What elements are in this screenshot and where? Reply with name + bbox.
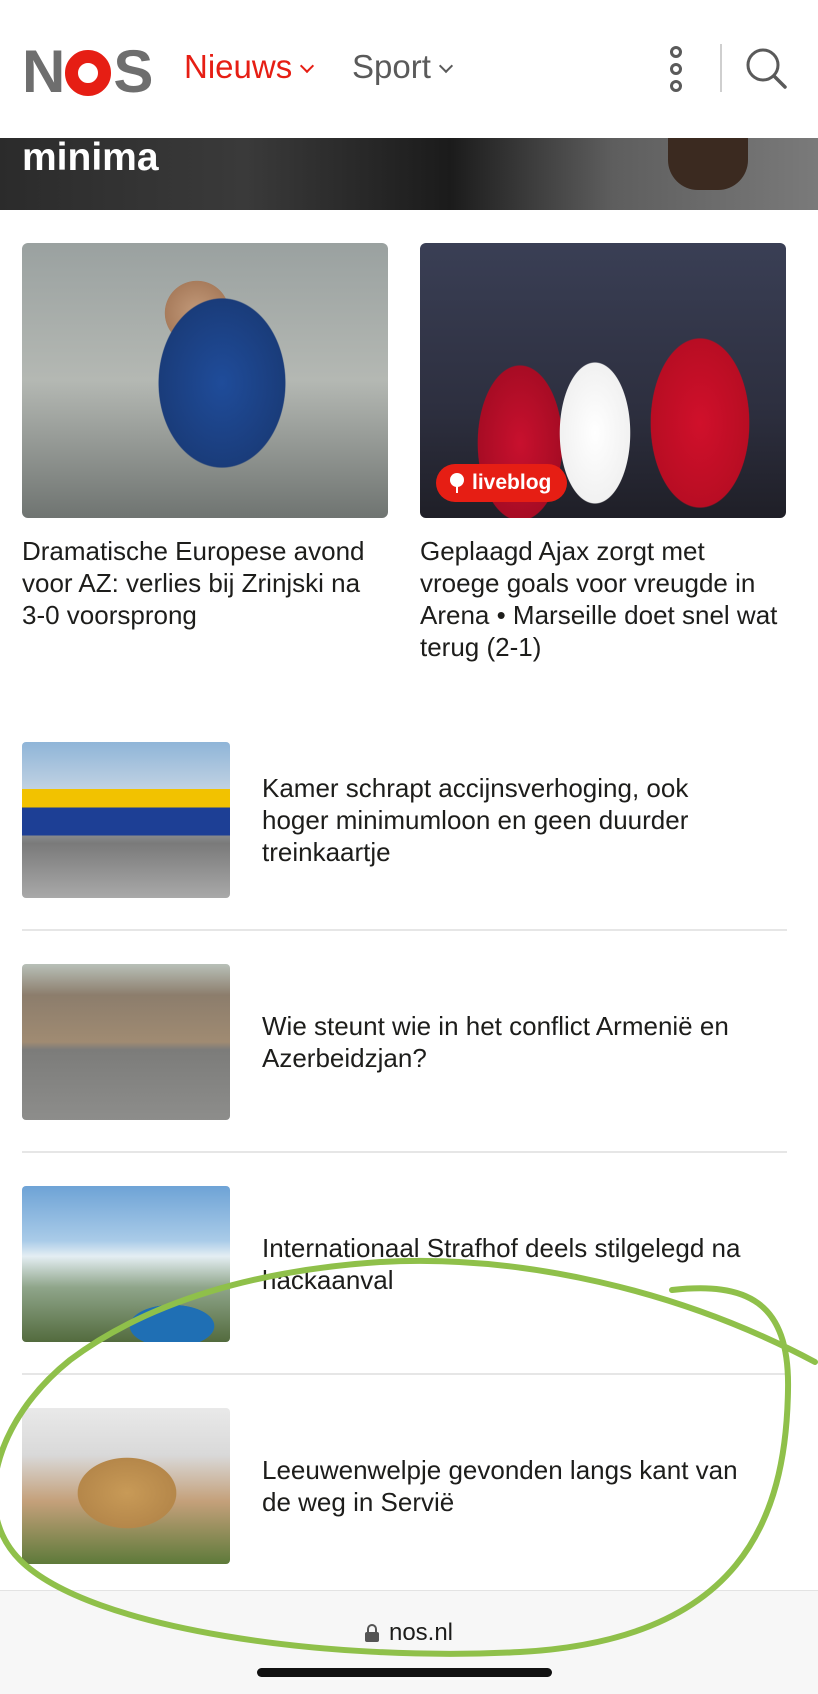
url-display[interactable]: [0, 1619, 818, 1647]
list-item[interactable]: [22, 1408, 787, 1564]
article-card[interactable]: [420, 243, 786, 663]
lock-icon: [365, 1624, 379, 1642]
list-divider: [22, 1151, 787, 1153]
site-header: [0, 0, 818, 138]
article-title: Kamer schrapt accijnsverhoging, ook hoger minimumloon en geen duurder treinkaartje: [262, 773, 689, 867]
list-item[interactable]: [22, 964, 787, 1120]
logo-letter-n: N: [22, 38, 64, 105]
article-title: Geplaagd Ajax zorgt met vroege goals voor vreugde in Arena • Marseille doet snel wat terug (2-1): [420, 536, 778, 662]
location-pin-icon: [450, 473, 464, 493]
article-title: Internationaal Strafhof deels stilgelegd na hackaanval: [262, 1233, 741, 1295]
logo-letter-o: [65, 50, 111, 96]
header-divider: [720, 44, 722, 92]
list-divider: [22, 929, 787, 931]
list-item[interactable]: [22, 1186, 787, 1342]
nav-nieuws[interactable]: [184, 50, 312, 83]
article-image: [22, 243, 388, 518]
liveblog-badge-label: liveblog: [472, 471, 552, 494]
article-thumbnail: [22, 1408, 230, 1564]
article-thumbnail: [22, 742, 230, 898]
search-icon[interactable]: [744, 46, 788, 90]
nos-logo[interactable]: [22, 38, 152, 105]
liveblog-badge: [436, 464, 567, 502]
list-item[interactable]: [22, 742, 787, 898]
hero-title: minima: [22, 138, 159, 179]
nav-sport-label: Sport: [352, 48, 431, 85]
nav-sport[interactable]: [352, 50, 451, 83]
logo-letter-s: S: [113, 38, 152, 105]
article-card[interactable]: [22, 243, 388, 631]
article-title: Dramatische Europese avond voor AZ: verlies bij Zrinjski na 3-0 voorsprong: [22, 536, 365, 630]
home-indicator[interactable]: [257, 1668, 552, 1677]
more-vertical-icon[interactable]: [664, 46, 688, 92]
article-thumbnail: [22, 964, 230, 1120]
nav-nieuws-label: Nieuws: [184, 48, 293, 85]
browser-address-bar[interactable]: [0, 1590, 818, 1694]
article-image: [420, 243, 786, 518]
list-divider: [22, 1373, 787, 1375]
chevron-down-icon: [300, 58, 314, 72]
hero-article[interactable]: [0, 138, 818, 210]
url-text: nos.nl: [388, 1619, 454, 1646]
article-thumbnail: [22, 1186, 230, 1342]
chevron-down-icon: [439, 58, 453, 72]
article-title: Leeuwenwelpje gevonden langs kant van de weg in Servië: [262, 1455, 738, 1517]
article-title: Wie steunt wie in het conflict Armenië en Azerbeidzjan?: [262, 1011, 729, 1073]
